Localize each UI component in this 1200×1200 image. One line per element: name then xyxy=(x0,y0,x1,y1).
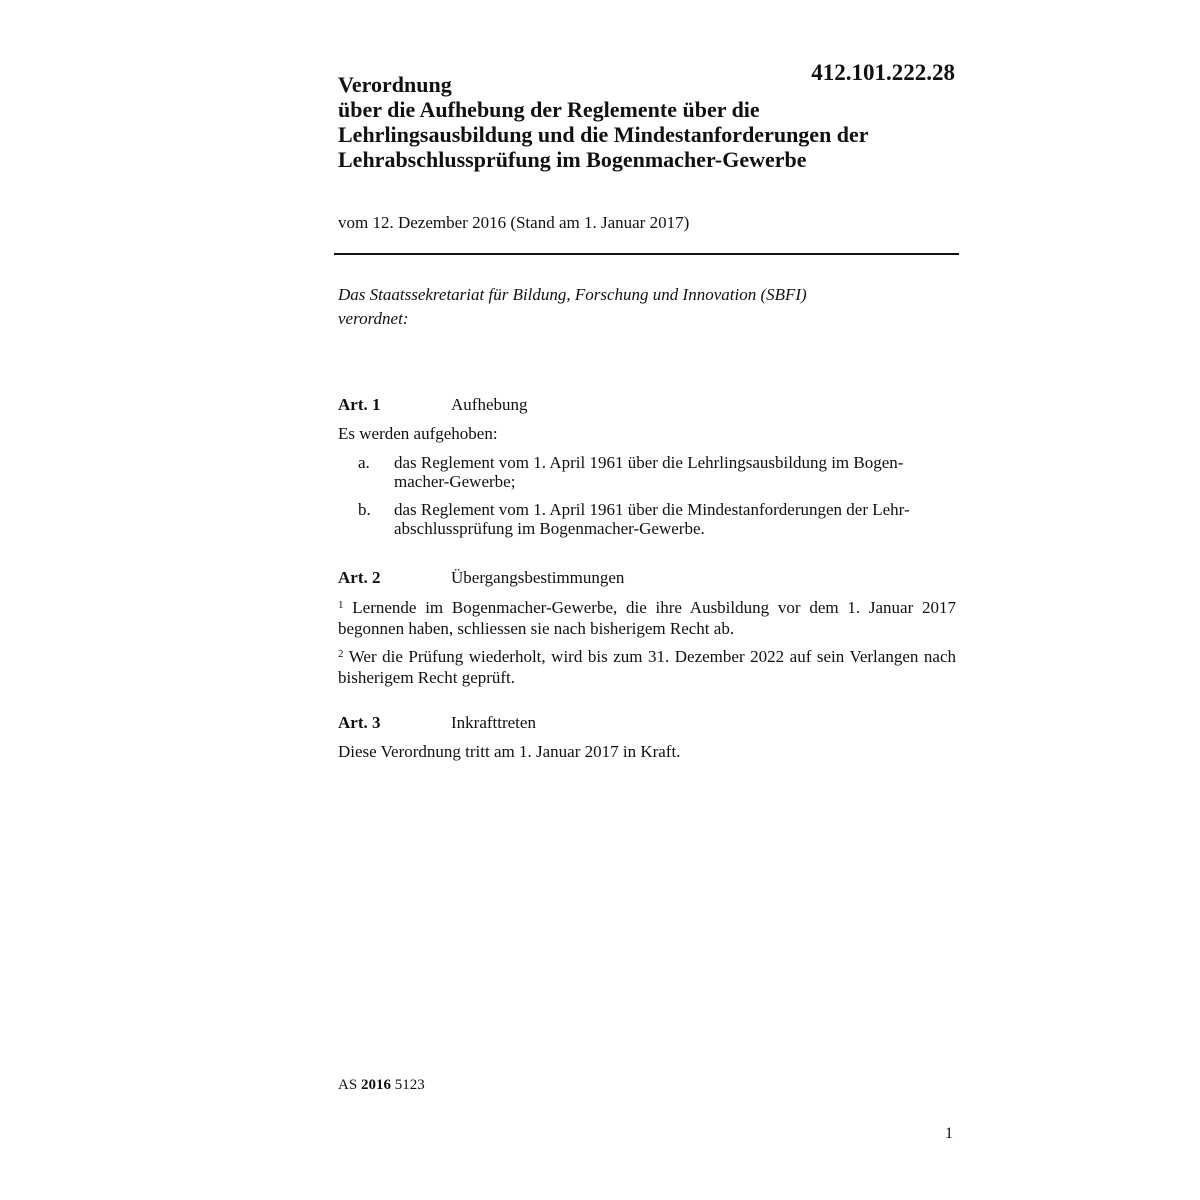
article-2-heading xyxy=(338,567,624,589)
article-title: Übergangsbestimmungen xyxy=(451,568,625,587)
article-number: Art. 3 xyxy=(338,713,381,732)
article-1-intro: Es werden aufgehoben: xyxy=(338,424,498,443)
title-line: Lehrabschlussprüfung im Bogenmacher-Gewerbe xyxy=(338,147,807,172)
as-prefix: AS xyxy=(338,1077,358,1093)
article-title: Inkrafttreten xyxy=(451,713,536,732)
article-title: Aufhebung xyxy=(451,395,528,414)
list-letter: b. xyxy=(358,500,371,519)
paragraph-text: Wer die Prüfung wiederholt, wird bis zum 31. Dezember 2022 auf sein Verlangen nach bisherigem Recht geprüft. xyxy=(338,647,956,687)
paragraph-mark: 1 xyxy=(338,599,344,611)
list-letter: a. xyxy=(358,453,370,472)
title-line: Lehrlingsausbildung und die Mindestanforderungen der xyxy=(338,122,869,147)
list-item-a xyxy=(338,453,956,491)
date-line: vom 12. Dezember 2016 (Stand am 1. Januar 2017) xyxy=(338,213,690,232)
article-3-text: Diese Verordnung tritt am 1. Januar 2017 in Kraft. xyxy=(338,742,681,761)
sr-number: 412.101.222.28 xyxy=(811,60,955,85)
list-item-text: das Reglement vom 1. April 1961 über die Lehrlingsausbildung im Bogen- macher-Gewerbe; xyxy=(394,453,904,491)
document-title xyxy=(338,72,958,172)
page-number: 1 xyxy=(945,1125,953,1142)
list-item-b xyxy=(338,500,956,538)
list-item-text: das Reglement vom 1. April 1961 über die Mindestanforderungen der Lehr- abschlussprüfung im Bogenmacher-Gewerbe. xyxy=(394,500,910,538)
preamble-line: Das Staatssekretariat für Bildung, Forschung und Innovation (SBFI) xyxy=(338,285,807,304)
horizontal-rule xyxy=(334,253,959,255)
as-page: 5123 xyxy=(394,1077,425,1093)
title-line: über die Aufhebung der Reglemente über die xyxy=(338,97,760,122)
article-2-paragraph-2 xyxy=(338,644,956,688)
article-number: Art. 1 xyxy=(338,395,381,414)
title-line: Verordnung xyxy=(338,72,452,97)
preamble-line: verordnet: xyxy=(338,309,409,328)
article-number: Art. 2 xyxy=(338,568,381,587)
paragraph-text: Lernende im Bogenmacher-Gewerbe, die ihre Ausbildung vor dem 1. Januar 2017 begonnen haben, schliessen sie nach bisherigem Recht ab. xyxy=(338,598,956,638)
article-1-heading xyxy=(338,394,527,416)
as-year: 2016 xyxy=(360,1077,391,1093)
paragraph-mark: 2 xyxy=(338,648,344,660)
article-3-heading xyxy=(338,712,536,734)
official-compilation-reference xyxy=(338,1075,425,1095)
article-2-paragraph-1 xyxy=(338,595,956,639)
preamble xyxy=(338,283,807,331)
